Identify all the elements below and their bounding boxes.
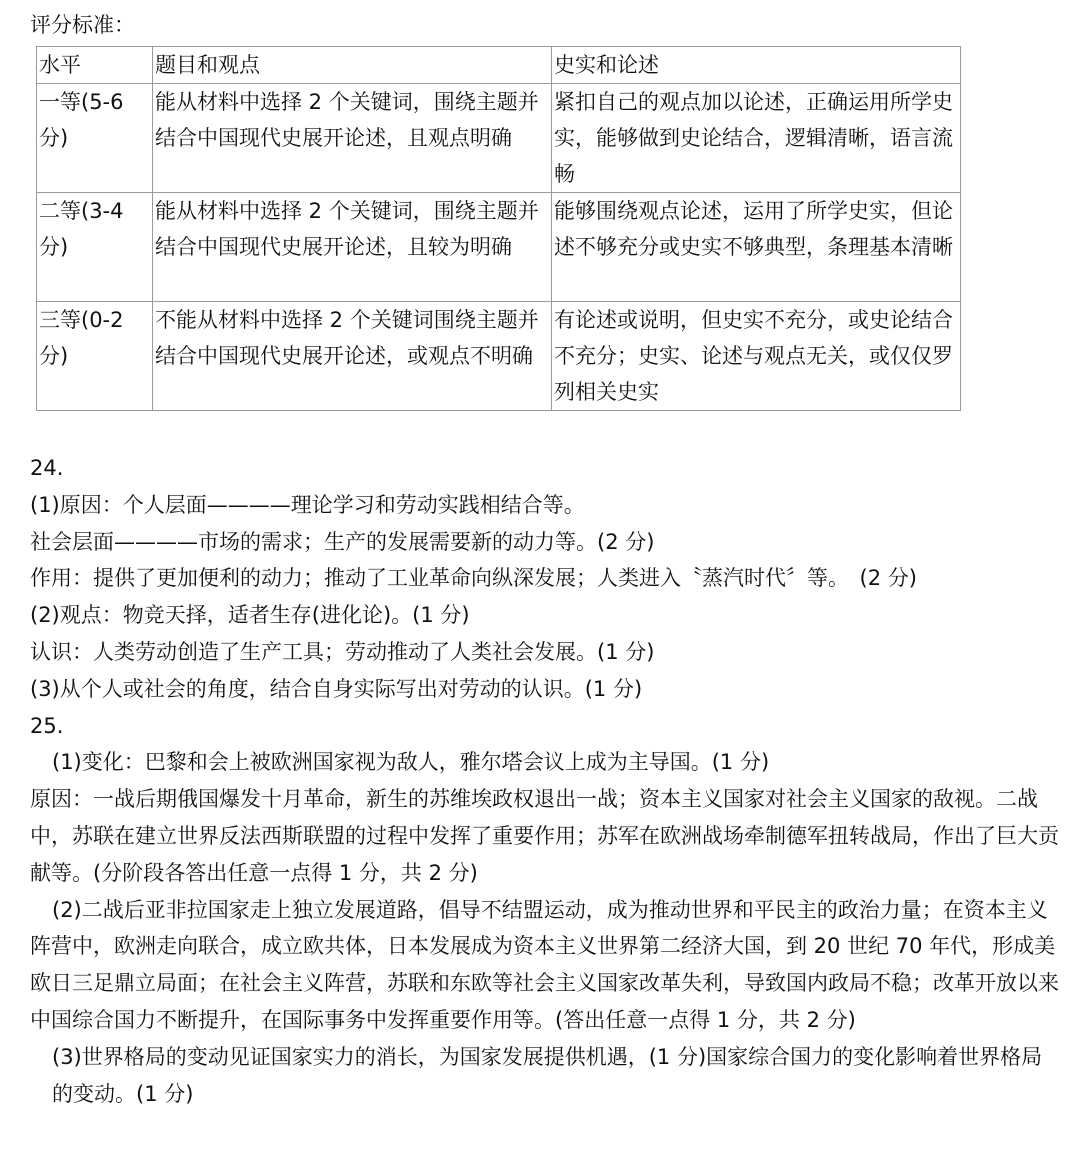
viewpoint-cell: 能从材料中选择 2 个关键词，围绕主题并结合中国现代史展开论述，且观点明确 — [153, 84, 552, 193]
scoring-criteria-heading: 评分标准： — [30, 13, 135, 37]
viewpoint-cell: 能从材料中选择 2 个关键词，围绕主题并结合中国现代史展开论述，且较为明确 — [153, 193, 552, 302]
answer-paragraph: 作用：提供了更加便利的动力；推动了工业革命向纵深发展；人类进入〝蒸汽时代〞等。 (2 分) — [30, 566, 917, 591]
answer-paragraph: (2)观点：物竞天择，适者生存(进化论)。(1 分) — [30, 603, 470, 628]
answer-paragraph: 认识：人类劳动创造了生产工具；劳动推动了人类社会发展。(1 分) — [30, 639, 655, 664]
level-cell: 二等(3-4 分) — [37, 193, 153, 302]
table-row — [37, 193, 961, 302]
argument-cell: 紧扣自己的观点加以论述，正确运用所学史实，能够做到史论结合，逻辑清晰，语言流畅 — [552, 84, 961, 193]
header-level: 水平 — [37, 47, 153, 84]
argument-cell: 能够围绕观点论述，运用了所学史实，但论述不够充分或史实不够典型，条理基本清晰 — [552, 193, 961, 302]
answer-paragraph: (3)世界格局的变动见证国家实力的消长，为国家发展提供机遇，(1 分)国家综合国力的变化影响着世界格局的变动。(1 分) — [52, 1044, 1043, 1106]
answer-paragraph: 社会层面————市场的需求；生产的发展需要新的动力等。(2 分) — [30, 529, 655, 554]
header-facts-argument: 史实和论述 — [552, 47, 961, 84]
header-topic-viewpoint: 题目和观点 — [153, 47, 552, 84]
table-row — [37, 84, 961, 193]
answer-paragraph: (3)从个人或社会的角度，结合自身实际写出对劳动的认识。(1 分) — [30, 676, 643, 701]
answer-paragraph: (2)二战后亚非拉国家走上独立发展道路，倡导不结盟运动，成为推动世界和平民主的政治力量；在资本主义阵营中，欧洲走向联合，成立欧共体，日本发展成为资本主义世界第二经济大国，到 20 世纪 70 年代，形成美欧日三足鼎立局面；在社会主义阵营，苏联和东欧等社会主义国家改革失利，导致国内政局不稳；改革开放以来中国综合国力不断提升，在国际事务中发挥重要作用等。(答出任意一点得 1 分，共 2 分) — [30, 897, 1059, 1032]
scoring-criteria-table — [36, 46, 961, 411]
answer-paragraph: (1)原因：个人层面————理论学习和劳动实践相结合等。 — [30, 492, 585, 517]
question-number-25: 25. — [30, 713, 64, 738]
level-cell: 三等(0-2 分) — [37, 302, 153, 411]
level-cell: 一等(5-6分) — [37, 84, 153, 193]
answer-section — [30, 450, 1060, 1112]
answer-paragraph: (1)变化：巴黎和会上被欧洲国家视为敌人，雅尔塔会议上成为主导国。(1 分) — [52, 750, 770, 775]
question-number-24: 24. — [30, 456, 64, 480]
answer-paragraph: 原因：一战后期俄国爆发十月革命，新生的苏维埃政权退出一战；资本主义国家对社会主义国家的敌视。二战中，苏联在建立世界反法西斯联盟的过程中发挥了重要作用；苏军在欧洲战场牵制德军扭转战局，作出了巨大贡献等。(分阶段各答出任意一点得 1 分，共 2 分) — [30, 787, 1059, 885]
argument-cell: 有论述或说明，但史实不充分，或史论结合不充分；史实、论述与观点无关，或仅仅罗列相关史实 — [552, 302, 961, 411]
table-header-row — [37, 47, 961, 84]
viewpoint-cell: 不能从材料中选择 2 个关键词围绕主题并结合中国现代史展开论述，或观点不明确 — [153, 302, 552, 411]
table-row — [37, 302, 961, 411]
